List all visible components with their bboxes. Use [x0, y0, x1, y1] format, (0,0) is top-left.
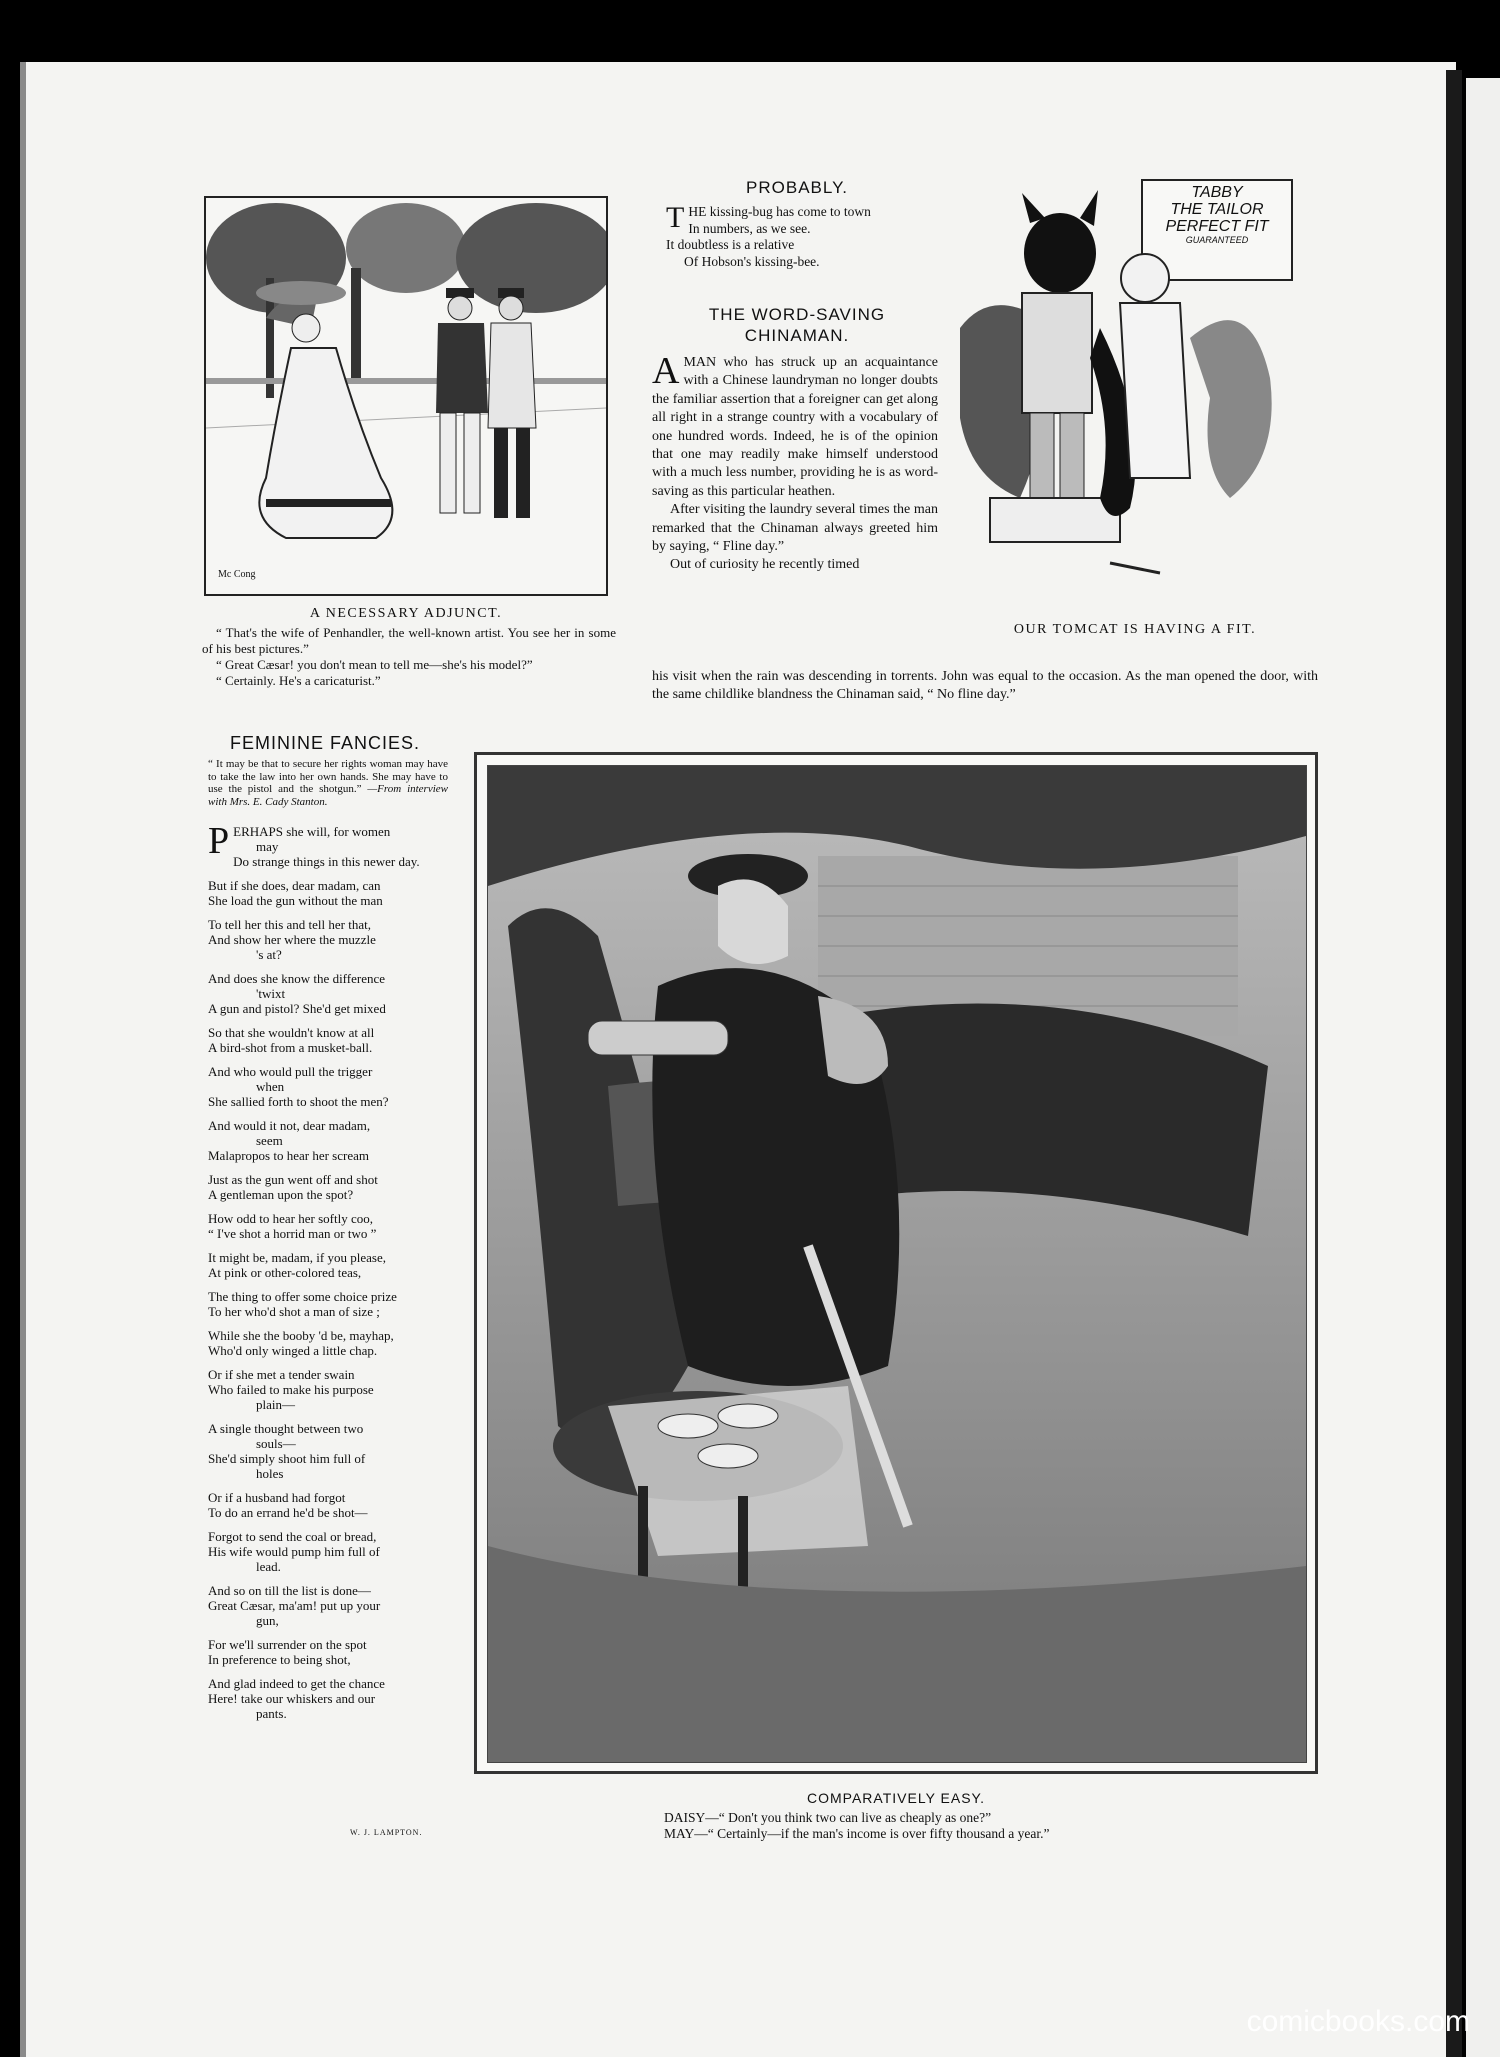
- poem-line: And would it not, dear madam,: [208, 1118, 371, 1133]
- wordsaving-title: [650, 304, 944, 346]
- poem-line: Do strange things in this newer day.: [233, 854, 420, 869]
- poem-line: And show her where the muzzle: [208, 932, 376, 947]
- poem-line: plain—: [256, 1397, 295, 1412]
- poem-line: The thing to offer some choice prize: [208, 1289, 397, 1304]
- poem-stanza: [208, 1421, 450, 1481]
- watermark: comicbooks.com: [1246, 2005, 1470, 2038]
- poem-line: In preference to being shot,: [208, 1652, 351, 1667]
- poem-line: And does she know the difference: [208, 971, 386, 986]
- poem-stanza: [208, 1064, 450, 1109]
- easy-daisy-text: —“ Don't you think two can live as cheaply as one?”: [705, 1810, 992, 1825]
- probably-line-2: In numbers, as we see.: [688, 220, 811, 236]
- poem-line: To do an errand he'd be shot—: [208, 1505, 368, 1520]
- poem-stanza: [208, 1250, 450, 1280]
- feminine-epigraph: [208, 758, 448, 808]
- poem-line: Who failed to make his purpose: [208, 1382, 374, 1397]
- adjunct-line-2: “ Great Cæsar! you don't mean to tell me—she's his model?”: [216, 657, 533, 672]
- poem-line: Forgot to send the coal or bread,: [208, 1529, 377, 1544]
- wordsaving-paragraph-2: After visiting the laundry several times the man remarked that the Chinaman always greeted him by saying, “ Fline day.”: [652, 502, 938, 555]
- feminine-poem: [208, 820, 450, 1730]
- tomcat-caption: OUR TOMCAT IS HAVING A FIT.: [1013, 622, 1257, 637]
- poem-line: Who'd only winged a little chap.: [208, 1343, 378, 1358]
- poem-line: souls—: [256, 1436, 296, 1451]
- adjunct-caption: A NECESSARY ADJUNCT.: [309, 606, 503, 621]
- easy-line-may: [664, 1826, 1324, 1842]
- probably-dropcap: T: [666, 201, 685, 234]
- poem-line: seem: [256, 1133, 283, 1148]
- artist-signature: Mc Cong: [218, 569, 256, 580]
- poem-line: She'd simply shoot him full of: [208, 1451, 366, 1466]
- poem-line: “ I've shot a horrid man or two ”: [208, 1226, 377, 1241]
- poem-line: Malapropos to hear her scream: [208, 1148, 369, 1163]
- wordsaving-paragraph-1: MAN who has struck up an acquaintance with a Chinese laundryman no longer doubts the familiar assertion that a foreigner can get along all right in a strange country with a vocabulary of one hundred words. Indeed, he is of the opinion that one may readily make himself understood with a much less number, providing he is as word-saving as this particular heathen.: [652, 355, 938, 499]
- poem-line: A single thought between two: [208, 1421, 364, 1436]
- illustration-drawing: [488, 766, 1306, 1762]
- poem-line: To her who'd shot a man of size ;: [208, 1304, 380, 1319]
- tailor-sign: [1146, 184, 1288, 245]
- poem-line: Or if she met a tender swain: [208, 1367, 355, 1382]
- poem-line: Here! take our whiskers and our: [208, 1691, 376, 1706]
- poem-line: It might be, madam, if you please,: [208, 1250, 386, 1265]
- poem-stanza: [208, 878, 450, 908]
- wordsaving-paragraph-4: his visit when the rain was descending in torrents. John was equal to the occasion. As the man opened the door, with the same childlike blandness the Chinaman said, “ No fline day.”: [652, 669, 1318, 703]
- cartoon-tomcat: [950, 178, 1310, 618]
- easy-may-text: —“ Certainly—if the man's income is over fifty thousand a year.”: [694, 1826, 1050, 1841]
- poem-line: 's at?: [256, 947, 282, 962]
- feminine-epigraph-text: “ It may be that to secure her rights woman may have to take the law into her own hands. She may have to use the pistol and the shotgun.”: [208, 758, 448, 795]
- poem-stanza: [208, 1637, 450, 1667]
- feminine-epigraph-source: —From interview with Mrs. E. Cady Stanton.: [208, 783, 448, 808]
- poem-line: She sallied forth to shoot the men?: [208, 1094, 389, 1109]
- poem-stanza: [208, 1529, 450, 1574]
- poem-stanza: [208, 1328, 450, 1358]
- poem-line: How odd to hear her softly coo,: [208, 1211, 373, 1226]
- poem-line: And glad indeed to get the chance: [208, 1676, 385, 1691]
- poem-line: gun,: [256, 1613, 279, 1628]
- poem-line: And so on till the list is done—: [208, 1583, 371, 1598]
- poem-stanza: [208, 820, 450, 869]
- poem-line: Or if a husband had forgot: [208, 1490, 346, 1505]
- cartoon-drawing: [206, 198, 606, 594]
- adjunct-line-1: “ That's the wife of Penhandler, the well-known artist. You see her in some of his best pictures.”: [202, 625, 616, 656]
- feminine-dropcap: P: [208, 820, 230, 862]
- wordsaving-title-1: THE WORD-SAVING: [708, 305, 886, 324]
- probably-line-4: Of Hobson's kissing-bee.: [684, 253, 820, 269]
- poem-line: may: [256, 839, 279, 854]
- poem-line: While she the booby 'd be, mayhap,: [208, 1328, 394, 1343]
- poem-line: when: [256, 1079, 285, 1094]
- poem-line: A gentleman upon the spot?: [208, 1187, 354, 1202]
- poem-stanza: [208, 1583, 450, 1628]
- adjunct-dialogue: [202, 625, 616, 689]
- poem-line: And who would pull the trigger: [208, 1064, 373, 1079]
- poem-line: At pink or other-colored teas,: [208, 1265, 362, 1280]
- poem-line: Great Cæsar, ma'am! put up your: [208, 1598, 381, 1613]
- feminine-title: FEMININE FANCIES.: [229, 733, 421, 753]
- poem-stanza: [208, 971, 450, 1016]
- adjacent-page-edge: [1466, 78, 1500, 2057]
- poem-line: So that she wouldn't know at all: [208, 1025, 375, 1040]
- poem-stanza: [208, 1211, 450, 1241]
- page-binding-edge: [1446, 70, 1462, 2057]
- feminine-author: W. J. LAMPTON.: [350, 1828, 423, 1837]
- poem-line: A bird-shot from a musket-ball.: [208, 1040, 373, 1055]
- poem-line: pants.: [256, 1706, 287, 1721]
- tailor-sign-line-2: THE TAILOR: [1170, 201, 1264, 218]
- easy-may-name: MAY: [664, 1826, 695, 1841]
- poem-stanza: [208, 1289, 450, 1319]
- adjunct-line-3: “ Certainly. He's a caricaturist.”: [216, 673, 381, 688]
- poem-line: A gun and pistol? She'd get mixed: [208, 1001, 386, 1016]
- poem-line: His wife would pump him full of: [208, 1544, 380, 1559]
- poem-line: To tell her this and tell her that,: [208, 917, 371, 932]
- poem-stanza: [208, 1367, 450, 1412]
- poem-stanza: [208, 917, 450, 962]
- poem-line: holes: [256, 1466, 284, 1481]
- poem-stanza: [208, 1025, 450, 1055]
- tailor-sign-line-3: PERFECT FIT: [1165, 218, 1269, 235]
- easy-line-daisy: [664, 1810, 1324, 1826]
- poem-line: But if she does, dear madam, can: [208, 878, 381, 893]
- wordsaving-dropcap: A: [652, 350, 680, 392]
- wordsaving-column: [652, 350, 938, 575]
- tailor-sign-line-1: TABBY: [1191, 184, 1243, 201]
- poem-stanza: [208, 1676, 450, 1721]
- tailor-sign-line-4: GUARANTEED: [1185, 235, 1249, 245]
- poem-line: Just as the gun went off and shot: [208, 1172, 378, 1187]
- poem-line: lead.: [256, 1559, 281, 1574]
- illustration-inner-frame: [487, 765, 1307, 1763]
- easy-daisy-name: DAISY: [664, 1810, 706, 1825]
- cartoon-necessary-adjunct: [204, 196, 608, 596]
- poem-line: For we'll surrender on the spot: [208, 1637, 367, 1652]
- easy-title: COMPARATIVELY EASY.: [807, 1790, 985, 1806]
- poem-line: She load the gun without the man: [208, 893, 383, 908]
- probably-line-3: It doubtless is a relative: [666, 237, 795, 252]
- probably-poem: [666, 201, 946, 270]
- easy-dialogue: [664, 1810, 1324, 1842]
- probably-line-1: HE kissing-bug has come to town: [688, 204, 871, 219]
- poem-stanza: [208, 1118, 450, 1163]
- wordsaving-paragraph-3: Out of curiosity he recently timed: [670, 557, 860, 573]
- poem-line: ERHAPS she will, for women: [233, 824, 391, 839]
- probably-title: PROBABLY.: [746, 178, 848, 197]
- wordsaving-title-2: CHINAMAN.: [744, 326, 850, 345]
- poem-line: 'twixt: [256, 986, 286, 1001]
- poem-stanza: [208, 1172, 450, 1202]
- poem-stanza: [208, 1490, 450, 1520]
- illustration-comparatively-easy: [474, 752, 1318, 1774]
